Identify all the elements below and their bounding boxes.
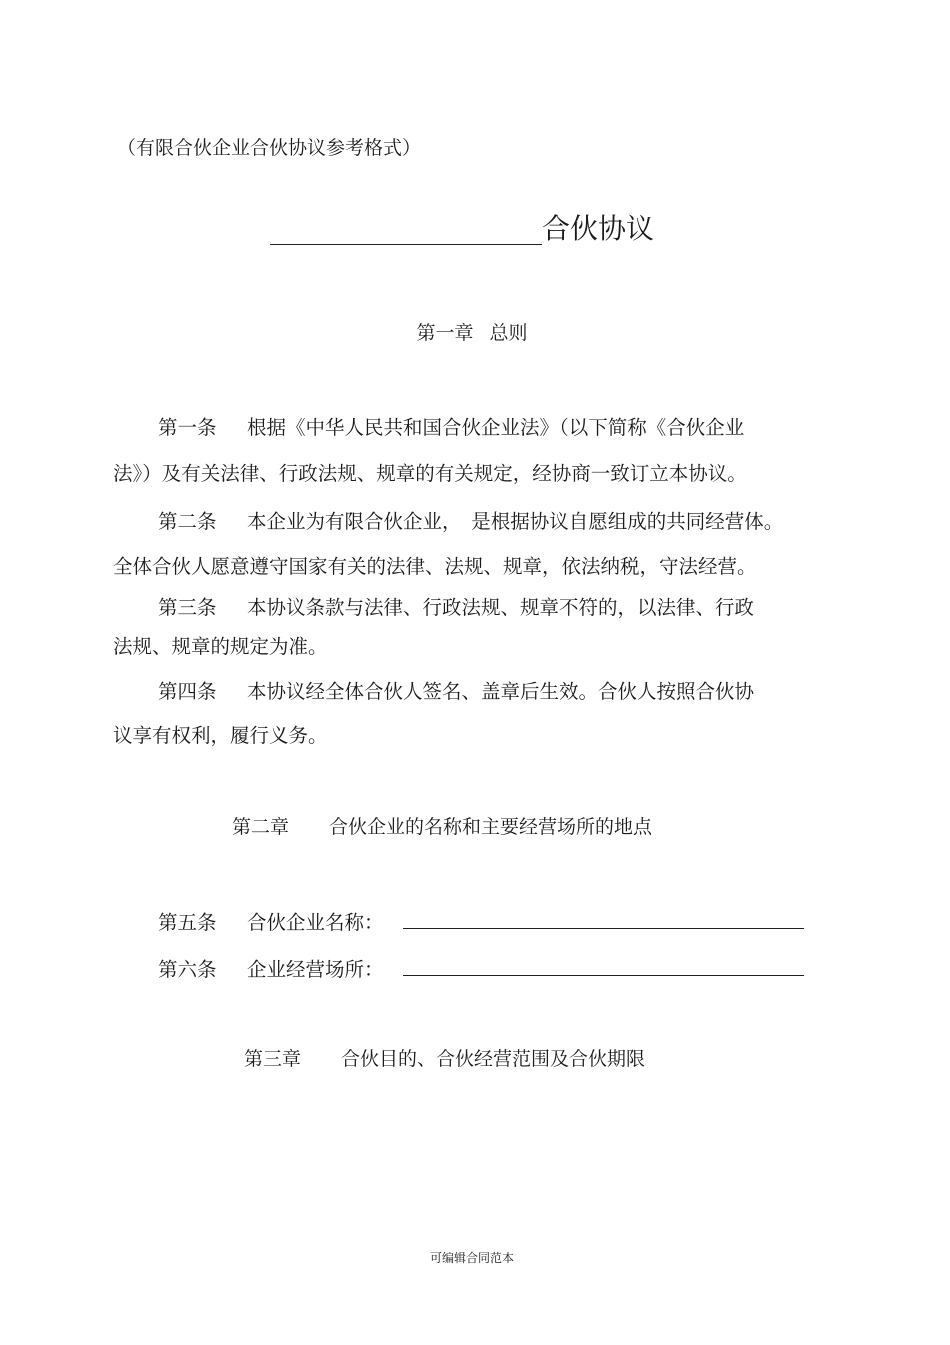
article-label: 第一条 [158,416,217,439]
article-label: 第四条 [158,680,217,703]
article-4-line-1 [158,676,754,704]
chapter-number: 第一章 [416,322,474,344]
article-label: 第六条 [158,958,217,981]
article-4-line-2: 议享有权利，履行义务。 [113,724,328,747]
article-3-line-1 [158,592,754,620]
article-1-line-2: 法》）及有关法律、行政法规、规章的有关规定，经协商一致订立本协议。 [113,462,747,485]
article-3-line-2: 法规、规章的规定为准。 [113,635,328,658]
title-text: 合伙协议 [542,212,655,245]
page-footer: 可编辑合同范本 [429,1251,514,1265]
chapter-name: 合伙目的、合伙经营范围及合伙期限 [341,1048,646,1070]
field-label: 企业经营场所： [247,958,384,981]
article-label: 第三条 [158,596,217,619]
chapter-name: 总则 [489,322,528,344]
chapter-number: 第二章 [232,816,290,838]
article-text: 本协议条款与法律、行政法规、规章不符的，以法律、行政 [247,596,755,619]
article-text: 本协议经全体合伙人签名、盖章后生效。合伙人按照合伙协 [247,680,755,703]
article-text: 本企业为有限合伙企业， 是根据协议自愿组成的共同经营体。 [247,510,784,533]
article-2-line-1 [158,506,783,534]
chapter-3-heading [244,1044,645,1071]
title-blank-line [270,214,542,245]
article-label: 第五条 [158,911,217,934]
chapter-2-heading [232,812,652,839]
article-6-row [158,953,804,982]
article-1-line-1 [158,412,744,440]
business-location-field[interactable] [403,953,804,976]
document-title [270,213,654,245]
article-2-line-2: 全体合伙人愿意遵守国家有关的法律、法规、规章，依法纳税，守法经营。 [113,555,757,578]
article-label: 第二条 [158,510,217,533]
chapter-name: 合伙企业的名称和主要经营场所的地点 [329,816,653,838]
enterprise-name-field[interactable] [403,906,804,929]
article-5-row [158,906,804,935]
document-subtitle: （有限合伙企业合伙协议参考格式） [117,137,422,159]
article-text: 根据《中华人民共和国合伙企业法》（以下简称《合伙企业 [247,416,745,439]
field-label: 合伙企业名称： [247,911,384,934]
chapter-1-heading [0,318,944,345]
chapter-number: 第三章 [244,1048,302,1070]
